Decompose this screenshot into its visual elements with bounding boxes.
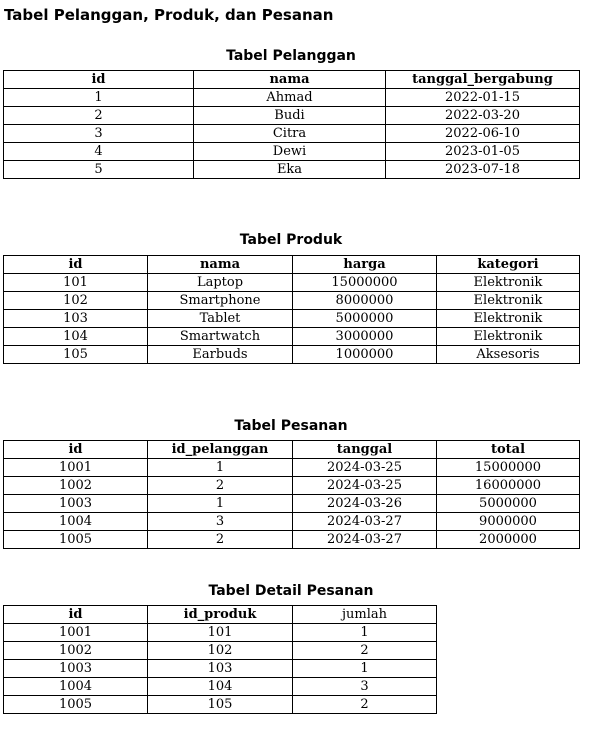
produk-table <box>3 255 580 364</box>
cell-jumlah: 1 <box>293 660 437 678</box>
cell-kategori: Aksesoris <box>437 346 580 364</box>
cell-id: 104 <box>4 328 148 346</box>
column-header-id: id <box>4 606 148 624</box>
column-header-id: id <box>4 441 148 459</box>
cell-id: 1003 <box>4 660 148 678</box>
cell-id-pelanggan: 1 <box>148 495 293 513</box>
cell-nama: Ahmad <box>194 89 386 107</box>
cell-tanggal-bergabung: 2022-03-20 <box>386 107 580 125</box>
table-header-row <box>4 441 580 459</box>
cell-id-produk: 101 <box>148 624 293 642</box>
cell-total: 15000000 <box>437 459 580 477</box>
cell-id: 1001 <box>4 624 148 642</box>
cell-harga: 5000000 <box>293 310 437 328</box>
cell-nama: Citra <box>194 125 386 143</box>
pelanggan-table-title: Tabel Pelanggan <box>226 48 356 64</box>
cell-id-produk: 102 <box>148 642 293 660</box>
cell-id: 3 <box>4 125 194 143</box>
table-row <box>4 660 437 678</box>
cell-tanggal: 2024-03-27 <box>293 513 437 531</box>
column-header-id: id <box>4 71 194 89</box>
cell-total: 16000000 <box>437 477 580 495</box>
cell-id: 1004 <box>4 678 148 696</box>
table-row <box>4 459 580 477</box>
cell-id-pelanggan: 2 <box>148 477 293 495</box>
cell-id: 1 <box>4 89 194 107</box>
cell-tanggal-bergabung: 2023-01-05 <box>386 143 580 161</box>
cell-nama: Tablet <box>148 310 293 328</box>
cell-kategori: Elektronik <box>437 274 580 292</box>
column-header-nama: nama <box>148 256 293 274</box>
cell-total: 5000000 <box>437 495 580 513</box>
column-header-id: id <box>4 256 148 274</box>
cell-id-produk: 105 <box>148 696 293 714</box>
column-header-id-produk: id_produk <box>148 606 293 624</box>
cell-jumlah: 1 <box>293 624 437 642</box>
cell-id: 1004 <box>4 513 148 531</box>
table-row <box>4 143 580 161</box>
cell-id: 1005 <box>4 531 148 549</box>
column-header-total: total <box>437 441 580 459</box>
table-row <box>4 125 580 143</box>
cell-id: 1003 <box>4 495 148 513</box>
table-header-row <box>4 71 580 89</box>
table-row <box>4 107 580 125</box>
table-header-row <box>4 606 437 624</box>
detail-pesanan-table-title: Tabel Detail Pesanan <box>208 583 374 599</box>
cell-tanggal-bergabung: 2022-01-15 <box>386 89 580 107</box>
cell-nama: Earbuds <box>148 346 293 364</box>
cell-jumlah: 2 <box>293 696 437 714</box>
table-row <box>4 328 580 346</box>
cell-nama: Dewi <box>194 143 386 161</box>
cell-nama: Budi <box>194 107 386 125</box>
cell-nama: Smartphone <box>148 292 293 310</box>
cell-harga: 8000000 <box>293 292 437 310</box>
cell-total: 9000000 <box>437 513 580 531</box>
cell-tanggal-bergabung: 2023-07-18 <box>386 161 580 179</box>
table-header-row <box>4 256 580 274</box>
table-row <box>4 292 580 310</box>
cell-id: 1005 <box>4 696 148 714</box>
column-header-id-pelanggan: id_pelanggan <box>148 441 293 459</box>
cell-id: 5 <box>4 161 194 179</box>
cell-tanggal: 2024-03-25 <box>293 477 437 495</box>
column-header-harga: harga <box>293 256 437 274</box>
table-row <box>4 696 437 714</box>
cell-id-produk: 104 <box>148 678 293 696</box>
cell-kategori: Elektronik <box>437 328 580 346</box>
cell-tanggal-bergabung: 2022-06-10 <box>386 125 580 143</box>
table-row <box>4 89 580 107</box>
table-row <box>4 161 580 179</box>
cell-id: 1001 <box>4 459 148 477</box>
cell-id: 1002 <box>4 642 148 660</box>
column-header-tanggal-bergabung: tanggal_bergabung <box>386 71 580 89</box>
cell-kategori: Elektronik <box>437 292 580 310</box>
table-row <box>4 642 437 660</box>
cell-id: 1002 <box>4 477 148 495</box>
table-row <box>4 310 580 328</box>
cell-tanggal: 2024-03-27 <box>293 531 437 549</box>
table-row <box>4 274 580 292</box>
pesanan-table-title: Tabel Pesanan <box>234 418 348 434</box>
column-header-jumlah: jumlah <box>293 606 437 624</box>
cell-id: 2 <box>4 107 194 125</box>
document-title: Tabel Pelanggan, Produk, dan Pesanan <box>4 6 334 24</box>
table-row <box>4 531 580 549</box>
cell-tanggal: 2024-03-25 <box>293 459 437 477</box>
column-header-tanggal: tanggal <box>293 441 437 459</box>
cell-tanggal: 2024-03-26 <box>293 495 437 513</box>
cell-id-pelanggan: 2 <box>148 531 293 549</box>
cell-id-pelanggan: 1 <box>148 459 293 477</box>
cell-jumlah: 2 <box>293 642 437 660</box>
cell-nama: Laptop <box>148 274 293 292</box>
table-row <box>4 624 437 642</box>
cell-id: 101 <box>4 274 148 292</box>
table-row <box>4 495 580 513</box>
produk-table-title: Tabel Produk <box>239 232 343 248</box>
cell-jumlah: 3 <box>293 678 437 696</box>
cell-harga: 3000000 <box>293 328 437 346</box>
column-header-nama: nama <box>194 71 386 89</box>
table-row <box>4 678 437 696</box>
cell-id-produk: 103 <box>148 660 293 678</box>
cell-id: 4 <box>4 143 194 161</box>
pesanan-table <box>3 440 580 549</box>
pelanggan-table <box>3 70 580 179</box>
cell-harga: 15000000 <box>293 274 437 292</box>
table-row <box>4 477 580 495</box>
cell-harga: 1000000 <box>293 346 437 364</box>
cell-id: 103 <box>4 310 148 328</box>
cell-nama: Eka <box>194 161 386 179</box>
cell-id: 102 <box>4 292 148 310</box>
cell-id: 105 <box>4 346 148 364</box>
table-row <box>4 346 580 364</box>
cell-nama: Smartwatch <box>148 328 293 346</box>
column-header-kategori: kategori <box>437 256 580 274</box>
cell-id-pelanggan: 3 <box>148 513 293 531</box>
cell-total: 2000000 <box>437 531 580 549</box>
table-row <box>4 513 580 531</box>
cell-kategori: Elektronik <box>437 310 580 328</box>
detail-pesanan-table <box>3 605 437 714</box>
